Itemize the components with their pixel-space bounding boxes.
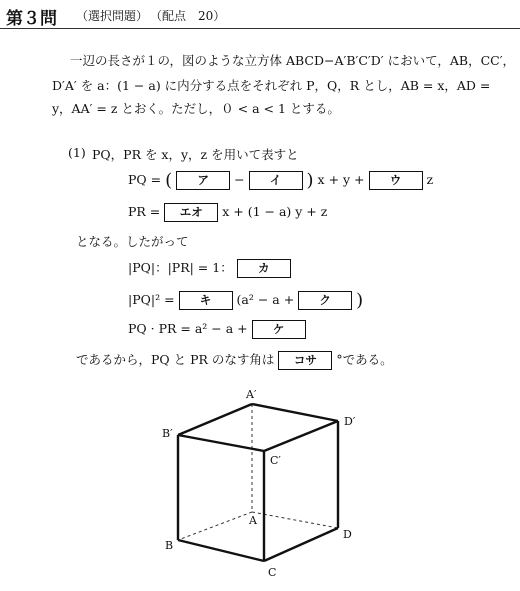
problem-title: 第３問 bbox=[6, 9, 57, 29]
question-lead: PQ，PR を x，y，z を用いて表すと bbox=[92, 147, 299, 162]
edge-c-prime-d-prime bbox=[264, 421, 338, 451]
problem-subtitle: （選択問題） bbox=[76, 9, 149, 23]
label-d: D bbox=[343, 528, 352, 541]
question-number: (1) bbox=[68, 145, 86, 160]
label-c: C bbox=[268, 566, 277, 579]
intro-line-2: D′A′ を a：(1 − a) に内分する点をそれぞれ P，Q，R とし，AB = x，AD = bbox=[52, 78, 491, 93]
minus-sign: − bbox=[234, 172, 249, 187]
edge-b-prime-a-prime bbox=[178, 404, 252, 435]
square-end: ) bbox=[356, 290, 364, 311]
edge-b-c bbox=[178, 540, 264, 561]
intro-line-1: 一辺の長さが１の，図のような立方体 ABCD−A′B′C′D′ において，AB，CC′， bbox=[70, 53, 516, 68]
open-paren: ( bbox=[165, 170, 173, 191]
then-text: となる。したがって bbox=[76, 234, 189, 249]
edge-a-b bbox=[178, 512, 252, 540]
answer-box-ke[interactable]: ケ bbox=[252, 320, 306, 339]
label-d-prime: D′ bbox=[344, 415, 356, 428]
label-a-prime: A′ bbox=[246, 388, 257, 401]
conclusion-pre: であるから，PQ と PR のなす角は bbox=[76, 352, 275, 367]
pq-mid: x + y + bbox=[317, 172, 365, 187]
pr-lhs: PR = bbox=[128, 204, 161, 219]
answer-box-eo[interactable]: エオ bbox=[164, 203, 218, 222]
square-mid: (a² − a + bbox=[236, 292, 295, 307]
ratio-lhs: |PQ|：|PR| = 1： bbox=[128, 260, 233, 275]
label-a: A bbox=[249, 514, 257, 527]
conclusion-post: °である。 bbox=[336, 352, 393, 367]
edge-c-d bbox=[264, 528, 338, 561]
answer-box-ka[interactable]: カ bbox=[237, 259, 291, 278]
pq-lhs: PQ = bbox=[128, 172, 162, 187]
label-c-prime: C′ bbox=[270, 454, 281, 467]
answer-box-ku[interactable]: ク bbox=[298, 291, 352, 310]
dot-lhs: PQ · PR = a² − a + bbox=[128, 321, 248, 336]
answer-box-kosa[interactable]: コサ bbox=[278, 351, 332, 370]
problem-points: （配点 20） bbox=[150, 9, 226, 23]
pq-end: z bbox=[426, 172, 434, 187]
answer-box-u[interactable]: ウ bbox=[369, 171, 423, 190]
intro-line-3: y，AA′ = z とおく。ただし，０ < a < 1 とする。 bbox=[52, 101, 340, 116]
pr-rest: x + (1 − a) y + z bbox=[222, 204, 328, 219]
answer-box-i[interactable]: イ bbox=[249, 171, 303, 190]
answer-box-a[interactable]: ア bbox=[176, 171, 230, 190]
square-lhs: |PQ|² = bbox=[128, 292, 175, 307]
answer-box-ki[interactable]: キ bbox=[179, 291, 233, 310]
label-b: B bbox=[165, 539, 174, 552]
label-b-prime: B′ bbox=[162, 427, 173, 440]
close-paren: ) bbox=[306, 170, 314, 191]
edge-a-prime-d-prime bbox=[252, 404, 338, 421]
edge-b-prime-c-prime bbox=[178, 435, 264, 451]
